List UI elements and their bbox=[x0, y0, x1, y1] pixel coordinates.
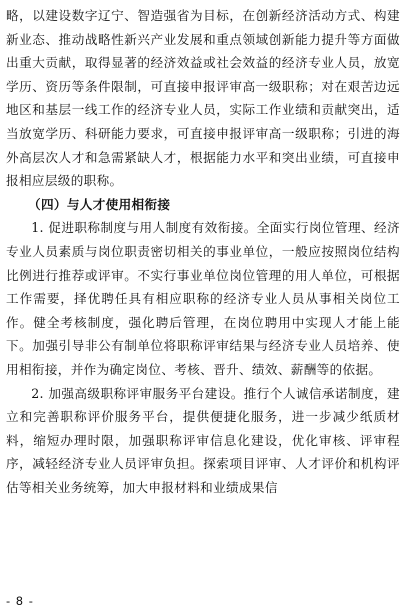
page-number: - 8 - bbox=[6, 594, 34, 608]
section-heading: （四）与人才使用相衔接 bbox=[28, 196, 171, 212]
document-page bbox=[6, 4, 400, 499]
paragraph-continuation: 略，以建设数字辽宁、智造强省为目标，在创新经济活动方式、构建新业态、推动战略性新兴产业发展和重点领域创新能力提升等方面做出重大贡献，取得显著的经济效益或社会效益的经济专业人员，放宽学历、资历等条件限制，可直接申报评审高一级职称；对在艰苦边远地区和基层一线工作的经济专业人员，实际工作业绩和贡献突出，适当放宽学历、科研能力要求，可直接申报评审高一级职称；引进的海外高层次人才和急需紧缺人才，根据能力水平和突出业绩，可直接申报相应层级的职称。 bbox=[6, 8, 400, 189]
paragraph-job-title-system: 1. 促进职称制度与用人制度有效衔接。全面实行岗位管理、经济专业人员素质与岗位职责密切相关的事业单位，一般应按照岗位结构比例进行推荐或评审。不实行事业单位岗位管理的用人单位，可根据工作需要，择优聘任具有相应职称的经济专业人员从事相关岗位工作。健全考核制度，强化聘后管理，在岗位聘用中实现人才能上能下。加强引导非公有制单位将职称评审结果与经济专业人员培养、使用相衔接，并作为确定岗位、考核、晋升、绩效、薪酬等的依据。 bbox=[6, 220, 400, 377]
paragraph-evaluation-platform: 2. 加强高级职称评审服务平台建设。推行个人诚信承诺制度，建立和完善职称评价服务平台，提供便捷化服务，进一步减少纸质材料，缩短办理时限，加强职称评审信息化建设，优化审核、评审程序，减轻经济专业人员评审负担。探索项目评审、人才评价和机构评估等相关业务统筹，加大申报材料和业绩成果信 bbox=[6, 385, 400, 495]
